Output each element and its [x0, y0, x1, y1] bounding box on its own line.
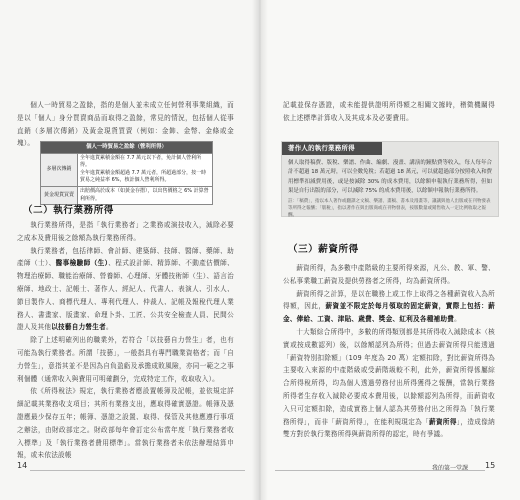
intro-paragraph: 個人一時貿易之盈餘，指的是個人並未成立任何營利事業組織，而是以「個人」身分買賣商品而取得之盈餘，常見的情況，包括個人從事直銷（多層次傳銷）及黃金現貨買賣（例如：金飾、金幣、金條或金塊）。 — [17, 101, 234, 148]
footer-rule-left — [30, 470, 245, 471]
body-paragraph — [17, 245, 234, 335]
text-segment: 、程式設計師、精算師、不動產估價師、物理治療師、職能治療師、營養師、心理師、牙體技術師（生）、語言治療師、地政士、記帳士、著作人、經紀人、代書人、表演人、引水人、節目製作人、商標代理人、專利代理人、仲裁人、記帳及報稅代理人業務人、書畫家、版畫家、命理卜卦、工匠、公共安全檢查人員、民間公證人及其他 — [17, 259, 235, 332]
text-segment: 除了上述明確列出的職業外，若符合「以技藝自力營生」者，也有可能為執行業務者。所謂「技藝」，一般指具有專門職業資格者；而「自力營生」，意指其並不是因為自負盈虧及承擔成敗風險，亦同一範之之事利個體（通常收入與費用可明確劃分，完成特定工作，收取收入）。 — [17, 336, 234, 383]
text-segment: 依《所得稅法》規定，執行業務者應設置帳簿及記帳，並依規定詳細記載其業務收支項目；其所有業務支出，應取得確實憑證。帳簿及憑證應最少保存五年；帳簿、憑證之設置、取得、保管及其他應遵行事項之辦法，由財政部定之。財政部每年會訂定公布當年度「執行業務者收入標準」及「執行業務者費用標準」。當執行業務者未依法辦理結算申報，或未依法設帳 — [17, 387, 234, 460]
info-box-note: 註：「稿費」，指以本人著作或翻譯之文稿、樂譜、畫稿、書本及漫畫等，讓讓與他人出版或在刊物發表等所得之報酬；「版稅」，指以著作在與出版商或在刊物發表，按版數量或銷售收入一定比例收取之報酬。 — [288, 199, 491, 218]
left-body-text — [17, 219, 234, 462]
text-segment: 薪資所得之計算，是以在職務上或工作上取得之各種薪資收入為所得額，因此， — [283, 289, 495, 311]
table-row — [41, 153, 213, 186]
info-box-title: 著作人的執行業務所得 — [282, 142, 382, 155]
table-line: 出賠價高於成本（如黃金存摺），以出售價格之 6% 計算營利所得。 — [80, 187, 209, 202]
right-top-text — [283, 99, 495, 125]
page-number-right: 15 — [485, 461, 496, 470]
book-spine-shadow — [252, 0, 268, 500]
table-line: 全年進貨累積金額超過 7.7 萬元者，所超過部分，按一時貿易之純益率 6%，核計個人營利所得。 — [80, 169, 207, 184]
author-income-info-box — [281, 141, 499, 217]
section-heading-salary-income: （三）薪資所得 — [288, 244, 359, 255]
table-title: 個人一時貿易之盈餘（營利所得） — [41, 142, 213, 154]
table-category: 多層次傳銷 — [41, 153, 78, 186]
page-number-left: 14 — [17, 461, 28, 470]
info-box-text: 個人取得稿費、版稅、樂譜、作曲、編劇、漫畫、講演的鐘點費等收入，每人每年合計不超過 18 萬元時，可以全數免稅；若超過 18 萬元，可以就超過部分按照收入和費用標準扣減費用後，或是按減除 30% 的成本費用，以餘額申報執行業務所得，但如果是自行出版的部分，可以減除 75% 的成本費用後，以餘額申報執行業務所得。 — [288, 160, 492, 195]
text-segment-bold: 薪資並不限定於每月領取的固定薪資，實際上包括：薪金、俸給、工資、津貼、歲費、獎金、紅利及各種補助費 — [283, 302, 496, 324]
text-segment: 薪資所得，為多數中產階級的主要所得來源，凡公、教、軍、警、公私事業職工薪資及提供勞務者之所得，均為薪資所得。 — [283, 264, 495, 285]
text-segment: 十大類綜合所得中，多數的所得類別都是其所得收入減除成本（核實或按成數認列）後，以餘額認列為所得；但過去薪資所得只能透過「薪資特別扣除額」（109 年度為 20 萬）定額扣除，對比薪資所得為主要收入來源的中產階級或受薪階級較不利，此外，薪資所得係屬綜合所得稅所得，均為個人透過勞務付出所得獲得之報酬，當執行業務所得者生存收入減除必要成本費用後，以餘額認列為所得，而薪資收入只可定額扣除，造成實務上個人認為其勞務付出之所得為「執行業務所得」，而非「薪資所得」，在能利規現定為「 — [283, 327, 495, 426]
text-segment: 執行業務所得，是指「執行業務者」之業務或演技收入，減除必要之成本及費用後之餘額為執行業務所得。 — [17, 221, 234, 242]
body-paragraph — [283, 326, 495, 441]
right-body-text — [283, 262, 495, 441]
text-segment: 。 — [105, 323, 113, 332]
footer-caption: 我的第一堂課 — [432, 465, 469, 472]
body-paragraph — [283, 262, 495, 288]
table-line: 全年進貨累積金額在 7.7 萬元以下者，免計個人營利所得。 — [80, 154, 202, 169]
text-segment-bold: 以技藝自力營生者 — [51, 323, 106, 332]
table-category: 黃金現貨買賣 — [41, 186, 78, 204]
continued-paragraph: 記載並保存憑證，或未能提供證明所得額之相關文據時，稽徵機關得依上述標準計算收入及其成本及必要費用。 — [283, 101, 495, 122]
text-segment-bold: 薪資所得 — [429, 417, 457, 426]
section-heading-business-income: （二）執行業務所得 — [23, 205, 114, 216]
body-paragraph — [17, 385, 234, 462]
text-segment: 執行業務者，包括律師、會計師、建築師、技師、醫師、藥師、助產師（士）、 — [17, 246, 234, 268]
text-segment-bold: 醫事檢驗師（生） — [55, 259, 109, 268]
body-paragraph — [283, 288, 495, 326]
income-table — [40, 141, 213, 205]
text-segment: 。 — [454, 315, 461, 324]
table-detail — [78, 153, 213, 186]
text-segment: 」，造成像納雙方對於執行業務所得與薪資所得的認定，時有爭議。 — [283, 417, 495, 439]
body-paragraph — [17, 334, 234, 385]
body-paragraph — [17, 219, 234, 245]
footer-rule-right — [275, 470, 485, 471]
